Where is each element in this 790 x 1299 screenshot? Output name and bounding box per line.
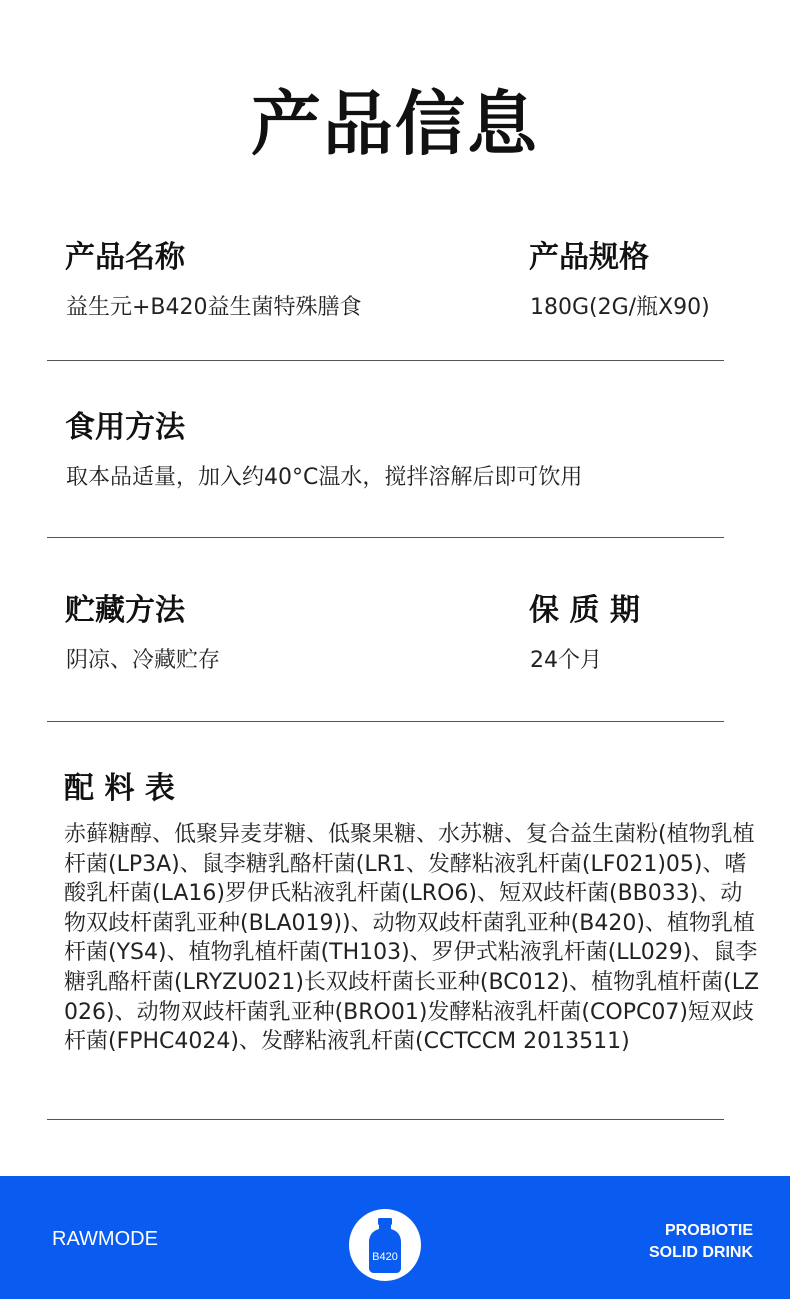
product-name-value: 益生元+B420益生菌特殊膳食 [66,295,362,320]
logo-text: B420 [372,1251,398,1263]
product-type-line2: SOLID DRINK [649,1244,753,1261]
divider [47,537,724,538]
divider [47,721,724,722]
divider [47,1119,724,1120]
storage-label: 贮藏方法 [65,593,185,628]
brand-name: RAWMODE [52,1228,158,1250]
footer-bar [0,1176,790,1299]
product-spec-label: 产品规格 [529,240,649,275]
shelf-life-value: 24个月 [530,648,602,673]
ingredients-label: 配 料 表 [64,771,175,806]
product-type [649,1220,753,1264]
usage-label: 食用方法 [65,410,185,445]
product-spec-value: 180G(2G/瓶X90) [530,295,710,320]
bottle-icon [349,1209,421,1281]
product-type-line1: PROBIOTIE [664,1222,753,1239]
b420-logo [349,1209,421,1281]
shelf-life-label: 保 质 期 [529,593,640,628]
product-name-label: 产品名称 [65,240,185,275]
page-title: 产品信息 [251,83,539,165]
ingredients-text: 赤藓糖醇、低聚异麦芽糖、低聚果糖、水苏糖、复合益生菌粉(植物乳植杆菌(LP3A)、鼠李糖乳酪杆菌(LR1、发酵粘液乳杆菌(LF021)05)、嗜酸乳杆菌(LA16)罗伊氏粘液乳杆菌(LRO6)、短双歧杆菌(BB033)、动物双歧杆菌乳亚种(BLA019))、动物双歧杆菌乳亚种(B420)、植物乳植杆菌(YS4)、植物乳植杆菌(TH103)、罗伊式粘液乳杆菌(LL029)、鼠李糖乳酪杆菌(LRYZU021)长双歧杆菌长亚种(BC012)、植物乳植杆菌(LZ026)、动物双歧杆菌乳亚种(BRO01)发酵粘液乳杆菌(COPC07)短双歧杆菌(FPHC4024)、发酵粘液乳杆菌(CCTCCM 2013511) [64,822,760,1055]
divider [47,360,724,361]
usage-value: 取本品适量，加入约40°C温水，搅拌溶解后即可饮用 [66,465,583,490]
storage-value: 阴凉、冷藏贮存 [66,648,221,673]
